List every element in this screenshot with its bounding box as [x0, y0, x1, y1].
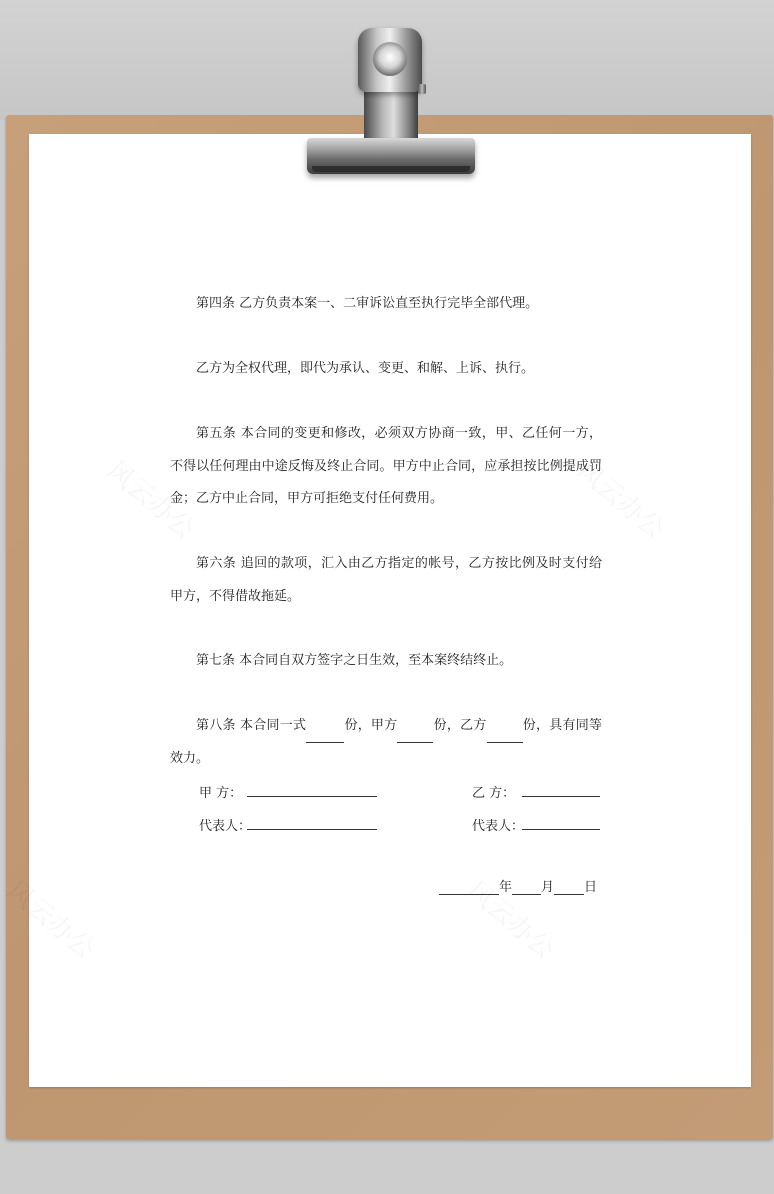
article-8-unit3: 份，具有同等效力。 [170, 718, 602, 766]
clip-hole [373, 42, 407, 76]
signing-date [439, 876, 597, 895]
party-a-representative-line[interactable] [247, 829, 377, 830]
party-b-label: 乙 方： [472, 786, 516, 801]
article-8-unit1: 份，甲方 [344, 718, 398, 733]
day-blank[interactable] [554, 880, 584, 895]
clip-screw [418, 84, 426, 94]
clip-neck [364, 88, 418, 144]
article-8-prefix: 第八条 本合同一式 [196, 718, 307, 733]
article-4: 第四条 乙方负责本案一、二审诉讼直至执行完毕全部代理。 [196, 296, 539, 311]
article-5: 第五条 本合同的变更和修改，必须双方协商一致，甲、乙任何一方，不得以任何理由中途反悔及终止合同。甲方中止合同，应承担按比例提成罚金；乙方中止合同，甲方可拒绝支付任何费用。 [170, 426, 602, 506]
article-8 [170, 710, 602, 775]
article-4-scope: 乙方为全权代理，即代为承认、变更、和解、上诉、执行。 [196, 361, 535, 376]
party-b-signature-line[interactable] [522, 796, 600, 797]
party-a-label: 甲 方： [199, 786, 243, 801]
party-b-representative-label: 代表人： [472, 819, 525, 834]
month-label: 月 [541, 880, 555, 895]
article-6: 第六条 追回的款项，汇入由乙方指定的帐号，乙方按比例及时支付给甲方，不得借故拖延。 [170, 556, 602, 604]
year-label: 年 [499, 880, 513, 895]
party-a-signature-line[interactable] [247, 796, 377, 797]
copies-party-a-blank[interactable] [397, 728, 433, 743]
party-b-representative-line[interactable] [522, 829, 600, 830]
party-a-representative-label: 代表人： [199, 819, 252, 834]
clip-bar-edge [312, 166, 470, 172]
day-label: 日 [584, 880, 598, 895]
month-blank[interactable] [512, 880, 541, 895]
article-7: 第七条 本合同自双方签字之日生效，至本案终结终止。 [196, 653, 513, 668]
copies-total-blank[interactable] [306, 728, 344, 743]
article-8-unit2: 份，乙方 [433, 718, 487, 733]
year-blank[interactable] [439, 880, 499, 895]
copies-party-b-blank[interactable] [487, 728, 523, 743]
